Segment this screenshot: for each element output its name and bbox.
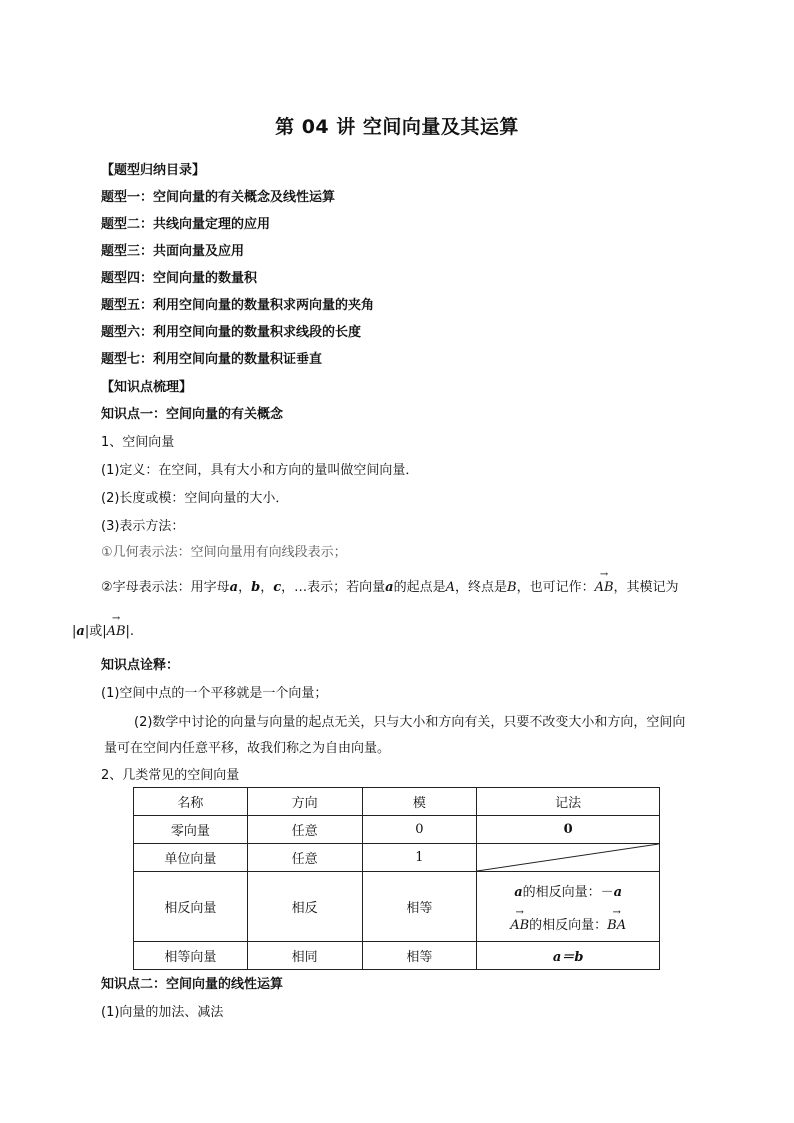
catalog-item-7: 题型七：利用空间向量的数量积证垂直 [101,352,323,367]
table-row-unit [134,844,660,872]
header-modulus: 模 [362,788,477,816]
point2-subtitle: (1)向量的加法、减法 [101,1005,224,1020]
cell-direction: 任意 [247,844,362,872]
table-header-row [134,788,660,816]
cell-notation: a＝b [477,942,660,970]
cell-notation: a的相反向量：－a → AB的相反向量：→ BA [477,872,660,942]
cell-name: 相反向量 [134,872,248,942]
note-1: (1)空间中点的一个平移就是一个向量； [101,686,328,701]
cell-direction: 相反 [247,872,362,942]
cell-name: 相等向量 [134,942,248,970]
representation-heading: (3)表示方法： [101,519,185,534]
vector-AB: → AB [595,580,614,595]
point2-title: 知识点二：空间向量的线性运算 [101,977,284,992]
page-title: 第 04 讲 空间向量及其运算 [275,116,519,138]
cell-modulus: 相等 [362,942,477,970]
length-text: (2)长度或模：空间向量的大小． [101,491,289,506]
catalog-heading: 【题型归纳目录】 [101,163,206,178]
header-direction: 方向 [247,788,362,816]
knowledge-heading: 【知识点梳理】 [101,380,193,395]
point1-title: 知识点一：空间向量的有关概念 [101,407,284,422]
vector-AB-modulus: → AB [107,624,126,639]
catalog-item-4: 题型四：空间向量的数量积 [101,271,258,286]
section2-title: 2、几类常见的空间向量 [101,768,240,783]
header-name: 名称 [134,788,248,816]
geometric-representation: ①几何表示法：空间向量用有向线段表示； [101,545,347,560]
cell-notation-empty-diagonal [477,844,660,872]
vector-types-table [133,787,660,970]
definition-text: (1)定义：在空间，具有大小和方向的量叫做空间向量． [101,463,419,478]
note-2-line-1: (2)数学中讨论的向量与向量的起点无关，只与大小和方向有关，只要不改变大小和方向，空间向 [134,715,686,730]
cell-modulus: 0 [362,816,477,844]
cell-notation: 0 [477,816,660,844]
vector-BA-table: → BA [607,918,626,933]
cell-modulus: 1 [362,844,477,872]
note-2-line-2: 量可在空间内任意平移，故我们称之为自由向量。 [104,741,391,756]
header-notation: 记法 [477,788,660,816]
catalog-item-6: 题型六：利用空间向量的数量积求线段的长度 [101,325,362,340]
cell-direction: 相同 [247,942,362,970]
section1-title: 1、空间向量 [101,435,175,450]
catalog-item-1: 题型一：空间向量的有关概念及线性运算 [101,190,336,205]
note-title: 知识点诠释： [101,658,180,673]
cell-modulus: 相等 [362,872,477,942]
cell-name: 零向量 [134,816,248,844]
letter-representation: ②字母表示法：用字母a，b，c，…表示；若向量a的起点是A，终点是B，也可记作：→ AB，其模记为 [101,576,679,595]
table-row-opposite [134,872,660,942]
diagonal-line [477,844,659,871]
catalog-item-3: 题型三：共面向量及应用 [101,244,245,259]
catalog-item-2: 题型二：共线向量定理的应用 [101,217,271,232]
vector-AB-table: → AB [510,918,529,933]
modulus-notation: |a|或|→ AB|. [72,620,134,639]
table-row-equal [134,942,660,970]
cell-name: 单位向量 [134,844,248,872]
catalog-item-5: 题型五：利用空间向量的数量积求两向量的夹角 [101,298,375,313]
table-row-zero [134,816,660,844]
cell-direction: 任意 [247,816,362,844]
